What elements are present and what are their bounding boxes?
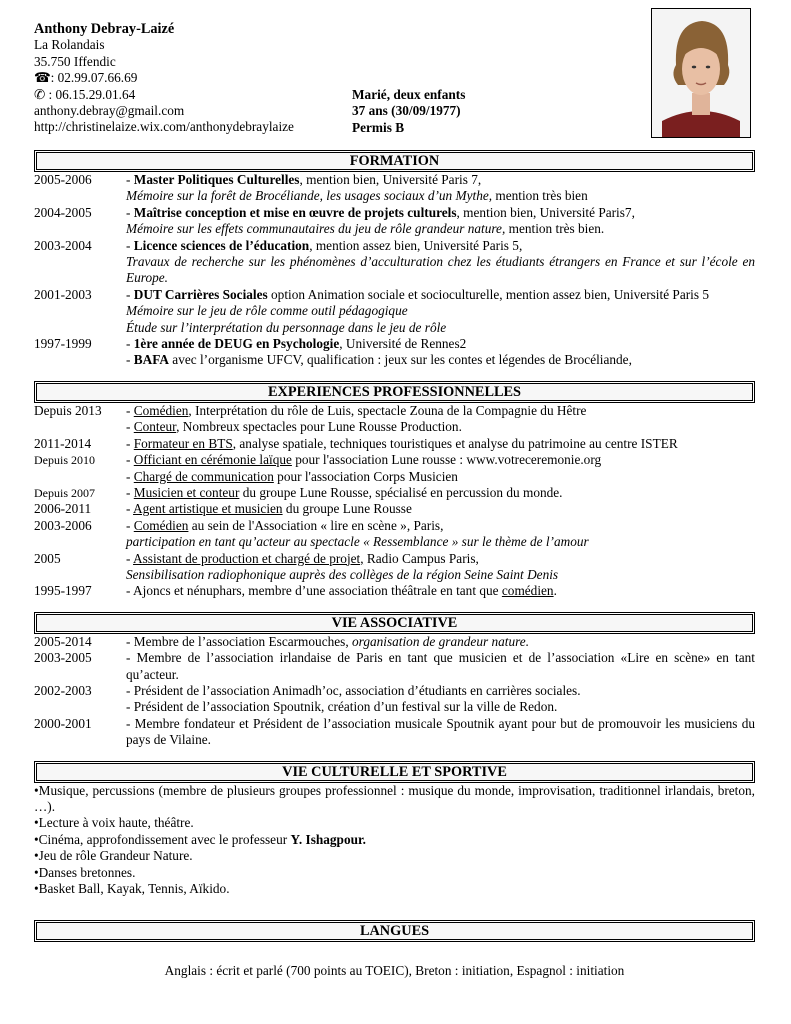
section-associative-title: VIE ASSOCIATIVE [34,612,755,634]
experience-detail: pour l'association Corps Musicien [273,468,458,484]
experience-date: 2006-2011 [34,501,92,517]
experience-date: 2011-2014 [34,435,92,451]
experience-role: Agent artistique et musicien [133,501,283,517]
culture-text: •Lecture à voix haute, théâtre. [34,815,194,831]
experience-detail: du groupe Lune Rousse [282,501,412,517]
formation-list [34,172,755,369]
experience-date: Depuis 2007 [34,485,95,500]
associative-date: 2003-2005 [34,650,92,666]
contact-block [34,21,294,136]
formation-row: - BAFA avec l’organisme UFCV, qualification : jeux sur les contes et légendes de Brocéliande, [126,352,632,368]
experience-role: Musicien et conteur [133,484,240,500]
experience-row [34,485,755,501]
experience-desc [126,436,755,452]
experience-desc [126,518,755,551]
associative-row [34,650,755,683]
experience-row [34,436,755,452]
associative-list [34,634,755,749]
associative-row [34,716,755,749]
experience-prefix: - [126,419,134,435]
experience-date: 1995-1997 [34,583,92,599]
associative-row [34,683,755,699]
experience-date [34,469,126,485]
personal-info [352,87,465,136]
associative-date: 2002-2003 [34,682,92,698]
section-formation-title: FORMATION [34,150,755,172]
experience-role: Assistant de production et chargé de projet, [133,550,364,566]
culture-list [34,783,755,898]
culture-item [34,881,755,897]
culture-item [34,848,755,864]
experience-date: Depuis 2013 [34,402,102,418]
experience-detail: , analyse spatiale, techniques touristiques et analyse du patrimoine au centre ISTER [232,435,678,451]
section-experiences-title: EXPERIENCES PROFESSIONNELLES [34,381,755,403]
formation-row: 2001-2003 - DUT Carrières Sociales option Animation sociale et socioculturelle, mention assez bien, Université Paris 5 Mémoire sur le jeu de rôle comme outil pédagogique Étude sur l’interprétation du personnage dans le jeu de rôle [34,286,709,335]
experience-date [34,419,126,435]
experience-detail: pour l'association Lune rousse : www.votreceremonie.org [291,452,602,468]
experience-row [34,518,755,551]
formation-row: 2003-2004 - Licence sciences de l’éducation, mention assez bien, Université Paris 5, Travaux de recherche sur les phénomènes d’acculturation chez les étudiants étrangers en France et sur l’école en Europe. [34,237,755,286]
experience-prefix: - [126,402,134,418]
experience-role: Comédien [133,402,189,418]
experience-note: Sensibilisation radiophonique auprès des collèges de la région Seine Saint Denis [126,566,559,582]
section-culture-title: VIE CULTURELLE ET SPORTIVE [34,761,755,783]
culture-item [34,832,755,848]
phone-line [34,70,294,86]
experience-row [34,469,755,485]
experience-prefix: - [126,501,134,517]
experience-desc [126,452,755,468]
mobile-number: : 06.15.29.01.64 [45,86,136,102]
associative-desc [126,650,755,683]
experience-desc [126,403,755,419]
experience-detail: du groupe Lune Rousse, spécialisé en percussion du monde. [239,484,563,500]
experience-role: Officiant en cérémonie laïque [133,452,292,468]
experience-detail: Radio Campus Paris, [363,550,479,566]
experience-date: Depuis 2010 [34,453,95,468]
experience-row [34,501,755,517]
phone-icon: ☎ [34,70,51,86]
experience-detail: , Interprétation du rôle de Luis, spectacle Zouna de la Compagnie du Hêtre [188,402,587,418]
associative-date: 2000-2001 [34,715,92,731]
address-line-2: 35.750 Iffendic [34,53,116,69]
phone-number: : 02.99.07.66.69 [50,70,138,86]
experience-desc [126,419,755,435]
associative-date [34,699,126,715]
driving-permit: Permis B [352,119,405,135]
associative-text: - Membre de l’association irlandaise de Paris en tant que musicien et de l’association «Lire en scène» en tant qu’acteur. [126,650,755,682]
experience-note: participation en tant qu’acteur au spectacle « Ressemblance » sur le thème de l’amour [126,534,589,550]
culture-item [34,815,755,831]
experience-prefix: - Ajoncs et nénuphars, membre d’une association théâtrale en tant que [126,583,502,599]
experience-row [34,551,755,584]
experience-prefix: - [126,468,134,484]
experience-desc [126,583,755,599]
associative-text: - Président de l’association Spoutnik, création d’un festival sur la ville de Redon. [126,699,558,715]
experience-detail: . [553,583,557,599]
associative-desc [126,683,755,699]
age: 37 ans (30/09/1977) [352,103,461,119]
experience-detail: , Nombreux spectacles pour Lune Rousse Production. [176,419,462,435]
experience-role: comédien [501,583,554,599]
associative-text: - Membre de l’association Escarmouches, [126,633,352,649]
experience-desc [126,501,755,517]
associative-desc [126,716,755,749]
experience-row [34,583,755,599]
experience-desc [126,485,755,501]
culture-text: •Cinéma, approfondissement avec le professeur [34,831,291,847]
culture-emphasis: Y. Ishagpour. [290,831,366,847]
formation-row: 2004-2005 - Maîtrise conception et mise en œuvre de projets culturels, mention bien, Université Paris7, Mémoire sur les effets communautaires du jeu de rôle grandeur nature, mention très bien. [34,204,635,237]
culture-text: •Jeu de rôle Grandeur Nature. [34,848,193,864]
formation-row: 1997-1999 - 1ère année de DEUG en Psychologie, Université de Rennes2 [34,336,467,352]
culture-text: •Musique, percussions (membre de plusieurs groupes professionnel : musique du monde, improvisation, traditionnel irlandais, breton, …). [34,782,755,814]
person-name: Anthony Debray-Laizé [34,21,175,37]
experience-detail: au sein de l'Association « lire en scène », Paris, [188,517,444,533]
experience-date: 2005 [34,550,61,566]
associative-text: - Membre fondateur et Président de l’association musicale Spoutnik ayant pour but de promouvoir les musiciens du pays de Vilaine. [126,715,755,748]
experience-row [34,419,755,435]
associative-row [34,699,755,715]
family-status: Marié, deux enfants [352,87,466,102]
mobile-line [34,87,294,103]
formation-row: 2005-2006 - Master Politiques Culturelles, mention bien, Université Paris 7, Mémoire sur la forêt de Brocéliande, les usages sociaux d’un Mythe, mention très bien [34,172,588,204]
website-link[interactable]: http://christinelaize.wix.com/anthonydebraylaize [34,119,294,135]
associative-date: 2005-2014 [34,633,92,649]
associative-row [34,634,755,650]
experience-row [34,403,755,419]
cv-page [34,0,755,980]
experience-role: Conteur [133,419,177,435]
experience-prefix: - [126,452,134,468]
experience-prefix: - [126,435,134,451]
experience-role: Formateur en BTS [133,435,233,451]
experience-prefix: - [126,517,134,533]
experience-prefix: - [126,550,134,566]
associative-text: - Président de l’association Animadh’oc, association d’étudiants en carrières sociales. [126,682,581,698]
experience-desc [126,551,755,584]
experience-role: Chargé de communication [133,468,274,484]
culture-text: •Basket Ball, Kayak, Tennis, Aïkido. [34,881,230,897]
header [34,0,755,142]
experiences-list [34,403,755,600]
associative-desc [126,699,755,715]
associative-desc [126,634,755,650]
section-langues-title: LANGUES [34,920,755,942]
email[interactable]: anthony.debray@gmail.com [34,103,185,119]
culture-item [34,865,755,881]
mobile-phone-icon: ✆ [34,86,46,102]
experience-date: 2003-2006 [34,517,92,533]
experience-prefix: - [126,484,134,500]
address-line-1: La Rolandais [34,37,105,53]
associative-note: organisation de grandeur nature. [351,633,530,649]
experience-row [34,452,755,468]
culture-text: •Danses bretonnes. [34,864,136,880]
portrait-illustration [652,9,750,137]
culture-item [34,783,755,816]
profile-photo [651,8,751,138]
languages-text: Anglais : écrit et parlé (700 points au TOEIC), Breton : initiation, Espagnol : initiation [164,963,625,979]
experience-desc [126,469,755,485]
experience-role: Comédien [133,517,189,533]
